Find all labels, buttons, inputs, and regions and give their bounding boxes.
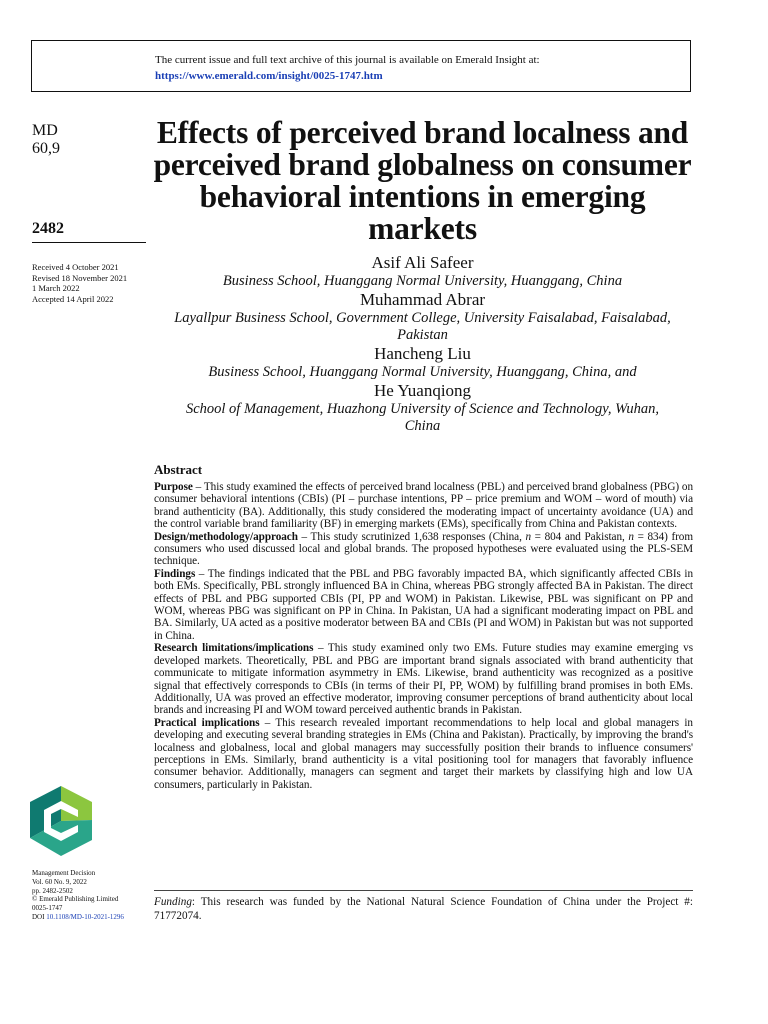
limitations-text: – This study examined only two EMs. Future studies may examine emerging vs developed markets. Theoretically, PBL and PBG are important brand signals associated with brand authenticity that communicate to mitigate information asymmetry in EMs. Likewise, brand authenticity was recognized as a positive signal that effectively corresponds to CBIs (in terms of their PI, PP, WOM) by fulfilling brand promises in both EMs. Additionally, UA was proved an effective moderator, improving consumer perceptions of brand authenticity about local brands and increasing PI and WOM toward perceived authentic brands in Pakistan. xyxy=(154,642,693,717)
journal-name: Management Decision xyxy=(32,869,96,877)
abstract-limitations xyxy=(154,642,693,716)
abstract-purpose xyxy=(154,481,693,531)
author-affiliation: Business School, Huanggang Normal University, Huanggang, China, and xyxy=(208,364,637,380)
publication-info xyxy=(32,869,124,922)
footnote-divider xyxy=(154,890,693,891)
banner-text: The current issue and full text archive of this journal is available on Emerald Insight at: xyxy=(155,54,540,66)
author-affiliation: Business School, Huanggang Normal University, Huanggang, China xyxy=(222,273,623,289)
journal-abbreviation: MD xyxy=(32,122,58,139)
doi-label: DOI xyxy=(32,912,47,921)
sidebar-divider xyxy=(32,242,146,243)
volume-issue: 60,9 xyxy=(32,140,60,157)
author-affiliation: School of Management, Huazhong University of Science and Technology, Wuhan, China xyxy=(185,401,660,434)
date-revised-2: 1 March 2022 xyxy=(32,283,80,293)
funding-label: Funding xyxy=(154,896,192,908)
page-number: 2482 xyxy=(32,220,64,237)
doi-line xyxy=(32,913,124,922)
purpose-label: Purpose xyxy=(154,481,193,493)
date-received: Received 4 October 2021 xyxy=(32,262,119,272)
abstract-heading: Abstract xyxy=(154,462,202,477)
findings-label: Findings xyxy=(154,567,196,580)
author-affiliation: Layallpur Business School, Government College, University Faisalabad, Faisalabad, Pakistan xyxy=(174,310,671,343)
submission-dates xyxy=(32,262,127,304)
design-text: – This study scrutinized 1,638 responses (China, xyxy=(297,530,526,543)
purpose-text: – This study examined the effects of perceived brand localness (PBL) and perceived brand globalness (PBG) on consumer behavioral intentions (CBIs) (PI – purchase intentions, PP – price premium and WOM – word of mouth) via brand authenticity (BA). Additionally, this study considered the moderating impact of uncertainty avoidance (UA) and the control variable brand familiarity (BF) in emerging markets (EMs), specifically from China and Pakistan contexts. xyxy=(154,481,693,531)
article-title: Effects of perceived brand localness and perceived brand globalness on consumer behavioral intentions in emerging markets xyxy=(153,115,692,246)
findings-text: – The findings indicated that the PBL and PBG favorably impacted BA, which significantly affected CBIs in both EMs. Specifically, PBL strongly influenced BA in China, whereas PBG strongly affected BA in Pakistan. The direct effects of PBL and PBG supported CBIs (PI, PP and WOM) in Pakistan. Likewise, PBL was significant on PP and WOM, whereas PBG was significant on PP in China. In Pakistan, UA had a significant moderating impact on PBL and BA. Similarly, UA acted as a positive moderator between BA and CBIs (PI and WOM) in Pakistan but was not supported in China. xyxy=(154,567,693,642)
emerald-publisher-logo-icon xyxy=(30,786,92,856)
date-accepted: Accepted 14 April 2022 xyxy=(32,293,114,304)
design-text: = 834) from consumers who used discussed local and global brands. The proposed hypotheses were evaluated using the PLS-SEM technique. xyxy=(154,530,693,568)
abstract-findings xyxy=(154,568,693,642)
author-name: Asif Ali Safeer xyxy=(371,253,474,272)
sample-n-symbol: n xyxy=(525,530,532,543)
abstract-practical xyxy=(154,717,693,791)
author-name: Muhammad Abrar xyxy=(359,290,486,309)
page-range: pp. 2482-2502 xyxy=(32,886,73,895)
doi-link[interactable]: 10.1108/MD-10-2021-1296 xyxy=(46,912,124,921)
practical-text: – This research revealed important recommendations to help local and global managers in developing and executing several branding strategies in EMs (China and Pakistan). Practically, by improving the brand's localness and globalness, local and global managers may successfully position their brands to influence consumers' perceptions in EMs. Similarly, brand authenticity is a vital positioning tool for managers that favorably influence consumer behavior. Additionally, managers can segment and target their markets by classifying high and low UA consumers, particularly in Pakistan. xyxy=(154,716,693,791)
author-list xyxy=(150,253,695,435)
author-name: Hancheng Liu xyxy=(374,344,471,363)
volume-info: Vol. 60 No. 9, 2022 xyxy=(32,877,87,886)
journal-code xyxy=(32,122,60,158)
journal-availability-banner xyxy=(31,40,691,92)
funding-note xyxy=(154,895,693,923)
design-text: = 804 and Pakistan, xyxy=(531,530,629,543)
journal-archive-link[interactable]: https://www.emerald.com/insight/0025-1747.htm xyxy=(155,70,383,82)
author-name: He Yuanqiong xyxy=(373,381,472,400)
practical-label: Practical implications xyxy=(154,716,260,729)
issn: 0025-1747 xyxy=(32,904,63,913)
abstract-section xyxy=(154,462,693,791)
funding-text: : This research was funded by the National Natural Science Foundation of China under the Project #: 71772074. xyxy=(154,896,693,922)
date-revised: Revised 18 November 2021 xyxy=(32,272,128,283)
copyright: © Emerald Publishing Limited xyxy=(32,895,119,904)
design-label: Design/methodology/approach xyxy=(154,530,298,543)
abstract-design xyxy=(154,531,693,568)
limitations-label: Research limitations/implications xyxy=(154,642,314,655)
sample-n-symbol: n xyxy=(628,530,634,543)
